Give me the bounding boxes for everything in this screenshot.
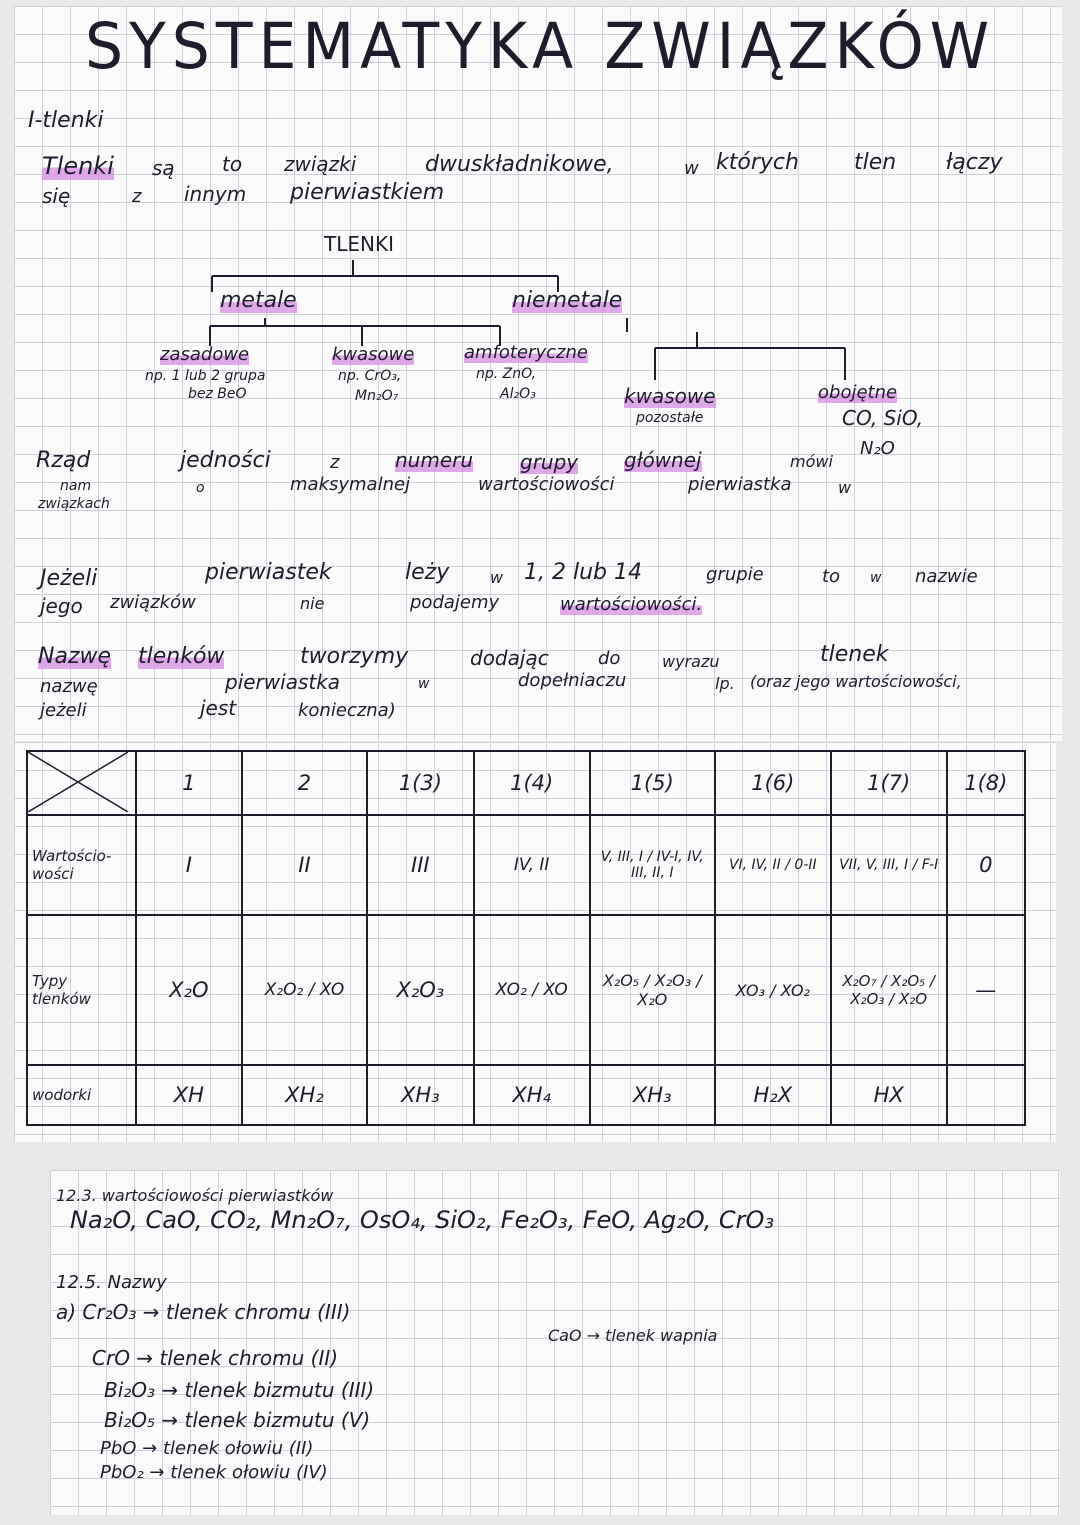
tree-zasadowe-example: np. 1 lub 2 grupa — [145, 368, 266, 384]
tree-metale: metale — [220, 288, 297, 313]
table-header: 1(3) — [367, 751, 474, 815]
table-cell: XH₃ — [590, 1065, 715, 1125]
rule-text: nie — [300, 594, 325, 613]
table-cell: X₂O — [136, 915, 242, 1065]
table-cell: XH₂ — [242, 1065, 367, 1125]
rule-text: jedności — [180, 448, 271, 473]
table-header: 1(5) — [590, 751, 715, 815]
tree-obojetne: obojętne — [818, 382, 898, 403]
definition-word: których — [716, 150, 799, 175]
rule-text: (oraz jego wartościowości, — [750, 672, 962, 691]
table-cell: XH₄ — [474, 1065, 590, 1125]
table-cell — [947, 1065, 1025, 1125]
definition-word: w — [684, 158, 699, 179]
exercise-item: a) Cr₂O₃ → tlenek chromu (III) — [56, 1300, 351, 1324]
tree-kwasowe-niemetale-example: pozostałe — [636, 410, 704, 426]
exercise-item: PbO → tlenek ołowiu (II) — [100, 1438, 314, 1459]
rule-text: tworzymy — [300, 644, 409, 669]
definition-word: Tlenki — [42, 152, 114, 180]
rule-text: nazwę — [40, 676, 98, 697]
rule-text: pierwiastka — [688, 474, 792, 495]
rule-text: jeżeli — [40, 700, 87, 721]
row-label: wodorki — [27, 1065, 136, 1125]
definition-word: łączy — [946, 150, 1003, 175]
table-cell: III — [367, 815, 474, 915]
table-cell: VII, V, III, I / F-I — [831, 815, 947, 915]
rule-text: pierwiastka — [225, 670, 341, 694]
table-cell: — — [947, 915, 1025, 1065]
rule-text: w — [870, 570, 882, 586]
definition-word: z — [132, 186, 142, 207]
tree-obojetne-example: N₂O — [860, 438, 895, 459]
table-header: 2 — [242, 751, 367, 815]
rule-text: dopełniaczu — [518, 670, 627, 691]
rule-text: pierwiastek — [205, 560, 332, 585]
rule-text: numeru — [395, 448, 474, 472]
table-cell: X₂O₂ / XO — [242, 915, 367, 1065]
rule-text: w — [838, 478, 852, 497]
tree-obojetne-example: CO, SiO, — [842, 406, 924, 430]
rule-text: mówi — [790, 452, 833, 471]
exercise-item: PbO₂ → tlenek ołowiu (IV) — [100, 1462, 328, 1483]
table-cell: X₂O₃ — [367, 915, 474, 1065]
tree-niemetale: niemetale — [512, 288, 623, 313]
table-cell: H₂X — [715, 1065, 831, 1125]
definition-word: związki — [284, 152, 357, 176]
exercise-item: Bi₂O₃ → tlenek bizmutu (III) — [104, 1378, 375, 1402]
rule-text: związków — [110, 592, 196, 613]
rule-text: nam — [60, 478, 92, 494]
rule-text: związkach — [38, 496, 110, 512]
rule-text: z — [330, 452, 340, 473]
rule-text: tlenków — [138, 644, 225, 669]
tree-zasadowe: zasadowe — [160, 344, 250, 365]
rule-text: wyrazu — [662, 652, 720, 671]
rule-text: 1, 2 lub 14 — [524, 560, 642, 585]
rule-text: wartościowości. — [560, 594, 703, 615]
rule-text: w — [418, 676, 430, 692]
table-header: 1 — [136, 751, 242, 815]
exercise-formulas: Na₂O, CaO, CO₂, Mn₂O₇, OsO₄, SiO₂, Fe₂O₃, FeO, Ag₂O, CrO₃ — [70, 1206, 775, 1234]
table-cell: XO₂ / XO — [474, 915, 590, 1065]
definition-word: innym — [184, 182, 247, 206]
rule-text: grupie — [706, 564, 764, 585]
table-cell: 0 — [947, 815, 1025, 915]
table-header: 1(8) — [947, 751, 1025, 815]
tree-amfoteryczne: amfoteryczne — [464, 342, 588, 363]
tree-root: TLENKI — [324, 232, 394, 256]
table-cell: XH₃ — [367, 1065, 474, 1125]
rule-text: do — [598, 648, 621, 669]
table-cell: VI, IV, II / 0-II — [715, 815, 831, 915]
table-header: 1(4) — [474, 751, 590, 815]
row-label: Typy tlenków — [27, 915, 136, 1065]
rule-text: podajemy — [410, 592, 500, 613]
definition-word: są — [152, 156, 175, 180]
page-title: SYSTEMATYKA ZWIĄZKÓW — [85, 10, 996, 84]
table-row — [27, 1065, 1025, 1125]
table-header: 1(7) — [831, 751, 947, 815]
rule-text: tlenek — [820, 642, 889, 667]
table-row — [27, 915, 1025, 1065]
exercise-heading: 12.3. wartościowości pierwiastków — [56, 1186, 334, 1205]
tree-kwasowe-niemetale: kwasowe — [624, 384, 716, 408]
row-label: Wartościo-wości — [27, 815, 136, 915]
table-cell: V, III, I / IV-I, IV, III, II, I — [590, 815, 715, 915]
exercise-heading: 12.5. Nazwy — [56, 1272, 167, 1293]
oxides-table — [26, 750, 1026, 1126]
rule-text: głównej — [624, 448, 702, 472]
table-header: 1(6) — [715, 751, 831, 815]
rule-text: jest — [200, 696, 237, 720]
table-cell: XH — [136, 1065, 242, 1125]
table-corner-cell — [27, 751, 136, 815]
rule-text: konieczna) — [298, 700, 396, 721]
exercise-item: Bi₂O₅ → tlenek bizmutu (V) — [104, 1408, 371, 1432]
rule-text: wartościowości — [478, 474, 615, 495]
tree-kwasowe-example: np. CrO₃, — [338, 368, 402, 384]
table-cell: IV, II — [474, 815, 590, 915]
rule-text: o — [196, 480, 205, 496]
tree-kwasowe-example: Mn₂O₇ — [355, 388, 399, 404]
definition-word: dwuskładnikowe, — [425, 152, 614, 177]
definition-word: tlen — [854, 150, 897, 175]
rule-text: jego — [40, 594, 83, 618]
rule-text: nazwie — [915, 566, 978, 587]
rule-text: Jeżeli — [40, 566, 98, 591]
definition-word: pierwiastkiem — [290, 180, 445, 205]
rule-text: w — [490, 568, 504, 587]
definition-word: się — [42, 184, 71, 208]
tree-kwasowe-metale: kwasowe — [332, 344, 415, 365]
table-cell: I — [136, 815, 242, 915]
rule-text: to — [822, 566, 841, 587]
table-header-row — [27, 751, 1025, 815]
rule-text: grupy — [520, 450, 579, 474]
table-cell: X₂O₇ / X₂O₅ / X₂O₃ / X₂O — [831, 915, 947, 1065]
exercise-side-note: CaO → tlenek wapnia — [548, 1326, 718, 1345]
section-heading: I-tlenki — [28, 108, 104, 133]
rule-text: Nazwę — [38, 644, 112, 669]
rule-text: lp. — [715, 674, 735, 693]
rule-text: dodając — [470, 646, 549, 670]
rule-text: leży — [405, 560, 450, 585]
table-cell: HX — [831, 1065, 947, 1125]
definition-word: to — [222, 152, 243, 176]
table-cell: XO₃ / XO₂ — [715, 915, 831, 1065]
rule-text: maksymalnej — [290, 474, 411, 495]
table-row — [27, 815, 1025, 915]
table-cell: X₂O₅ / X₂O₃ / X₂O — [590, 915, 715, 1065]
rule-text: Rząd — [36, 448, 91, 473]
tree-zasadowe-example: bez BeO — [188, 386, 247, 402]
table-cell: II — [242, 815, 367, 915]
tree-amfoteryczne-example: Al₂O₃ — [500, 386, 536, 402]
tree-amfoteryczne-example: np. ZnO, — [476, 366, 537, 382]
exercise-item: CrO → tlenek chromu (II) — [92, 1346, 339, 1370]
